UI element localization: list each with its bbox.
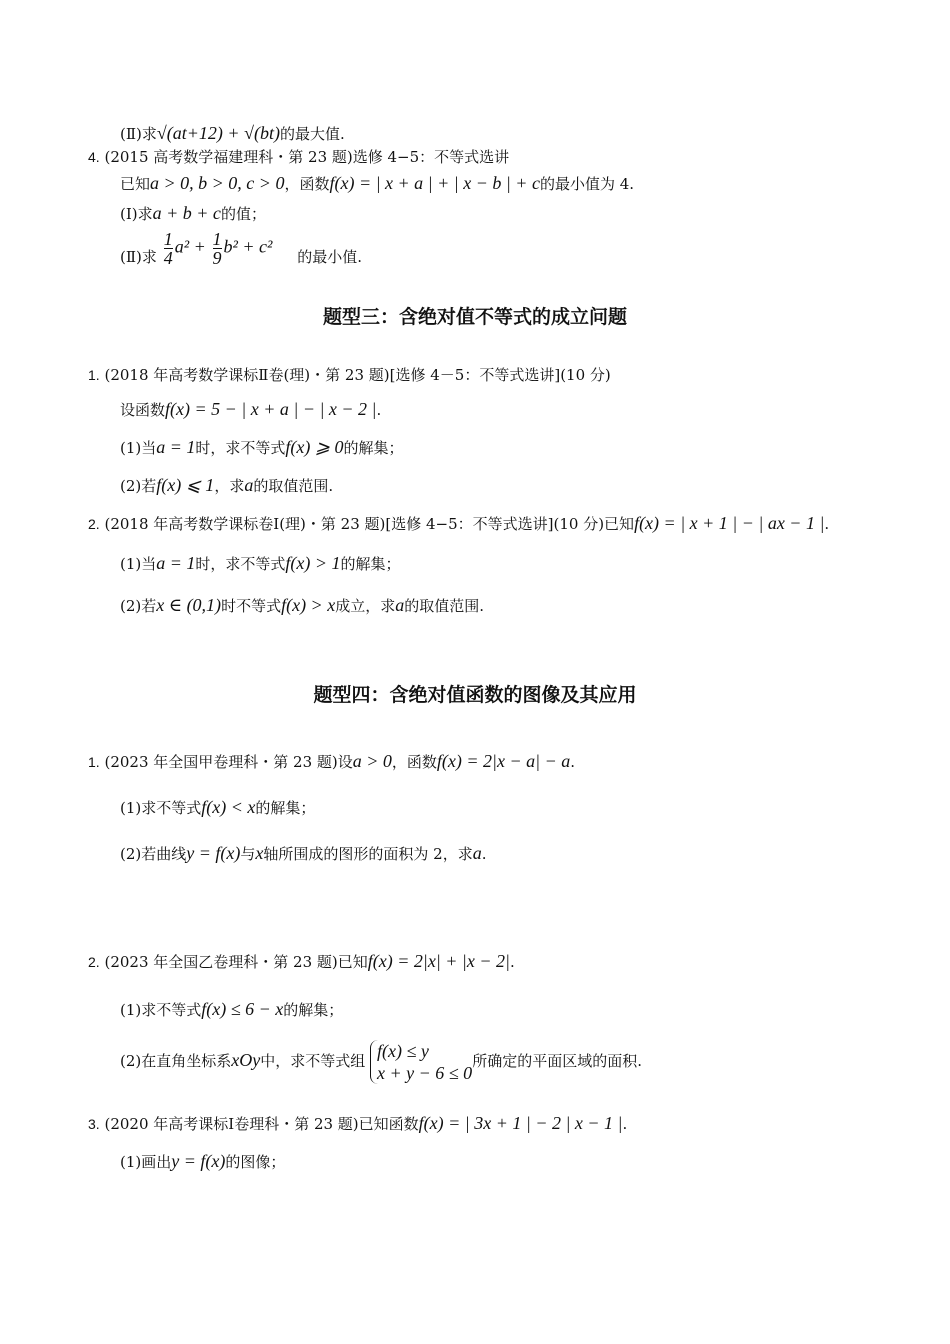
text: 时不等式 bbox=[221, 597, 282, 615]
part-label: (2)若 bbox=[120, 597, 157, 615]
text: 的最小值. bbox=[297, 248, 363, 266]
s3-question-1-part-2 bbox=[120, 474, 333, 497]
question-source: (2020 年高考课标Ⅰ卷理科・第 23 题)已知函数 bbox=[104, 1115, 419, 1133]
text: 的取值范围. bbox=[404, 597, 484, 615]
math-expression: f(x) ≤ 6 − x bbox=[201, 999, 284, 1019]
math-expression: a = 1 bbox=[156, 553, 196, 573]
part-label: (1)求不等式 bbox=[120, 799, 202, 817]
text: 的图像； bbox=[225, 1153, 286, 1171]
part-label: (Ⅱ)求 bbox=[120, 125, 157, 143]
math-function: f(x) = | x + a | + | x − b | + c bbox=[329, 173, 540, 193]
part-label: (1)画出 bbox=[120, 1153, 172, 1171]
text: 的取值范围. bbox=[253, 477, 334, 495]
math-expression: f(x) < x bbox=[201, 797, 256, 817]
math-variable: xOy bbox=[231, 1050, 261, 1070]
math-conditions: a > 0, b > 0, c > 0 bbox=[150, 173, 285, 193]
math-expression: y = f(x) bbox=[186, 843, 241, 863]
part-label: (Ⅰ)求 bbox=[120, 205, 153, 223]
text: 成立，求 bbox=[335, 597, 396, 615]
text: 设函数 bbox=[120, 401, 166, 419]
math-expression: f(x) > 1 bbox=[285, 553, 341, 573]
system-line-1: f(x) ≤ y bbox=[377, 1041, 429, 1061]
part-label: (2)若曲线 bbox=[120, 845, 187, 863]
text: . bbox=[376, 401, 382, 419]
math-variable: a bbox=[244, 475, 254, 495]
math-expression: a = 1 bbox=[156, 437, 196, 457]
s4-question-1-part-2 bbox=[120, 842, 487, 865]
text: . bbox=[509, 953, 515, 971]
inequality-system bbox=[370, 1040, 472, 1084]
s3-question-1-function bbox=[120, 398, 381, 421]
s3-question-2-header bbox=[88, 512, 829, 535]
text: 中，求不等式组 bbox=[260, 1052, 366, 1070]
math-term: b² + c² bbox=[223, 236, 273, 257]
math-function: f(x) = | x + 1 | − | ax − 1 | bbox=[634, 513, 825, 533]
s4-question-2-part-1 bbox=[120, 998, 343, 1021]
math-function: f(x) = 5 − | x + a | − | x − 2 | bbox=[165, 399, 377, 419]
question-number: 2. bbox=[88, 954, 100, 970]
question-source: (2018 年高考数学课标卷Ⅰ(理)・第 23 题)[选修 4−5：不等式选讲](10 分)已知 bbox=[104, 515, 635, 533]
fraction-one-ninth: $\frac{1}{9}$ bbox=[212, 229, 222, 268]
question-source: (2015 高考数学福建理科・第 23 题)选修 4−5：不等式选讲 bbox=[104, 148, 510, 166]
s4-question-2-part-2 bbox=[120, 1040, 642, 1084]
s4-question-2-header bbox=[88, 950, 515, 973]
question-4-given bbox=[120, 172, 634, 195]
math-condition: a > 0 bbox=[352, 751, 392, 771]
text: 时，求不等式 bbox=[195, 555, 286, 573]
text: . bbox=[570, 753, 576, 771]
math-function: f(x) = | 3x + 1 | − 2 | x − 1 | bbox=[418, 1113, 623, 1133]
question-number: 1. bbox=[88, 367, 100, 383]
part-label: (1)当 bbox=[120, 439, 157, 457]
s4-question-3-part-1 bbox=[120, 1150, 285, 1173]
text: 所确定的平面区域的面积. bbox=[472, 1052, 642, 1070]
text: 时，求不等式 bbox=[195, 439, 286, 457]
math-variable: x bbox=[255, 843, 264, 863]
text: . bbox=[481, 845, 487, 863]
section-title-3: 题型三：含绝对值不等式的成立问题 bbox=[322, 306, 627, 328]
math-expression: f(x) ⩽ 1 bbox=[156, 475, 215, 495]
question-source: (2023 年全国甲卷理科・第 23 题)设 bbox=[104, 753, 353, 771]
question-number: 4. bbox=[88, 149, 100, 165]
question-source: (2023 年全国乙卷理科・第 23 题)已知 bbox=[104, 953, 368, 971]
math-expression: a + b + c bbox=[152, 203, 221, 223]
s4-question-1-header bbox=[88, 750, 575, 773]
math-expression: y = f(x) bbox=[171, 1151, 226, 1171]
text: . bbox=[622, 1115, 628, 1133]
s4-question-3-header bbox=[88, 1112, 627, 1135]
part-label: (Ⅱ)求 bbox=[120, 248, 157, 266]
math-variable: a bbox=[395, 595, 405, 615]
text: 的解集； bbox=[283, 1001, 344, 1019]
part-label: (2)在直角坐标系 bbox=[120, 1052, 232, 1070]
s4-question-1-part-1 bbox=[120, 796, 315, 819]
math-function: f(x) = 2|x| + |x − 2| bbox=[367, 951, 510, 971]
math-term: a² + bbox=[174, 236, 206, 257]
text: 轴所围成的图形的面积为 2，求 bbox=[263, 845, 473, 863]
question-number: 1. bbox=[88, 754, 100, 770]
text: 的解集； bbox=[343, 439, 404, 457]
question-source: (2018 年高考数学课标Ⅱ卷(理)・第 23 题)[选修 4－5：不等式选讲](10 分) bbox=[104, 366, 611, 384]
prev-question-part-2 bbox=[120, 122, 345, 145]
s3-question-2-part-2 bbox=[120, 594, 484, 617]
text: ，函数 bbox=[391, 753, 437, 771]
text: 的解集； bbox=[340, 555, 401, 573]
text: ，求 bbox=[214, 477, 245, 495]
section-title-4: 题型四：含绝对值函数的图像及其应用 bbox=[313, 684, 637, 706]
text: . bbox=[824, 515, 830, 533]
math-function: f(x) = 2|x − a| − a bbox=[436, 751, 571, 771]
text: 已知 bbox=[120, 175, 151, 193]
math-expression: √(at+12) + √(bt) bbox=[156, 123, 280, 143]
text: ，函数 bbox=[284, 175, 330, 193]
math-expression: f(x) ⩾ 0 bbox=[285, 437, 344, 457]
text: 的最小值为 4. bbox=[539, 175, 635, 193]
fraction-one-quarter: $\frac{1}{4}$ bbox=[163, 229, 173, 268]
part-label: (1)求不等式 bbox=[120, 1001, 202, 1019]
text: 的解集； bbox=[255, 799, 316, 817]
question-4-header bbox=[88, 146, 509, 168]
text: 的值； bbox=[220, 205, 266, 223]
system-line-2: x + y − 6 ≤ 0 bbox=[377, 1063, 473, 1083]
text: 与 bbox=[240, 845, 256, 863]
question-number: 2. bbox=[88, 516, 100, 532]
s3-question-2-part-1 bbox=[120, 552, 401, 575]
part-label: (2)若 bbox=[120, 477, 157, 495]
part-label: (1)当 bbox=[120, 555, 157, 573]
math-variable: a bbox=[472, 843, 482, 863]
s3-question-1-header bbox=[88, 364, 611, 386]
s3-question-1-part-1 bbox=[120, 436, 404, 459]
part-suffix: 的最大值. bbox=[279, 125, 345, 143]
math-expression: x ∈ (0,1) bbox=[156, 595, 222, 615]
question-4-part-2 bbox=[120, 230, 362, 267]
math-expression: f(x) > x bbox=[281, 595, 336, 615]
question-4-part-1 bbox=[120, 202, 266, 225]
question-number: 3. bbox=[88, 1116, 100, 1132]
